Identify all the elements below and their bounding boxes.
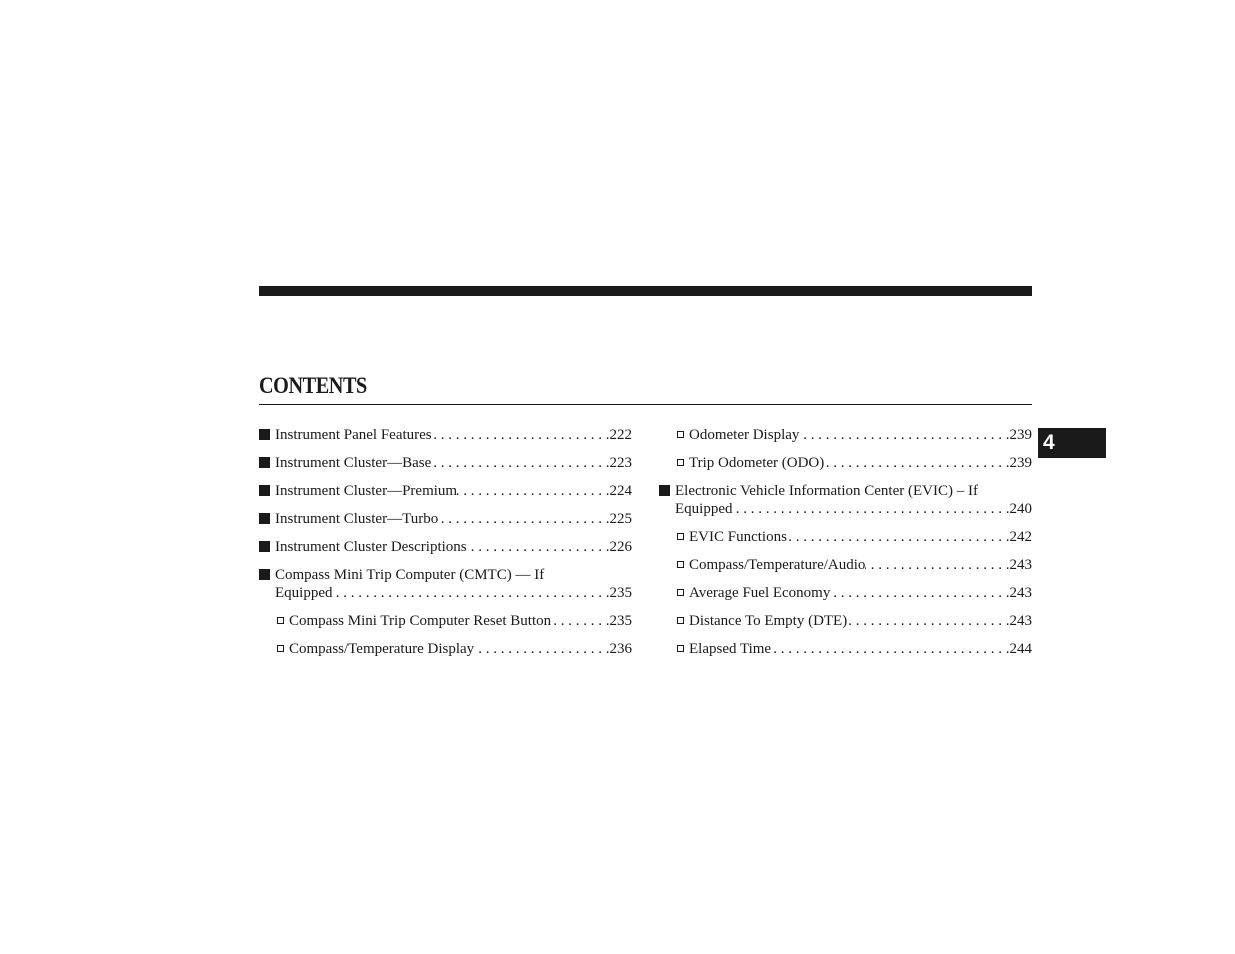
toc-entry[interactable] bbox=[259, 566, 632, 602]
toc-subentry[interactable] bbox=[659, 556, 1032, 574]
toc-page-number: 243 bbox=[1009, 613, 1032, 629]
title-rule bbox=[259, 404, 1032, 405]
hollow-square-bullet-icon bbox=[277, 612, 289, 630]
toc-subentry[interactable] bbox=[659, 426, 1032, 444]
hollow-square-bullet-icon bbox=[677, 528, 689, 546]
toc-entry-text: Electronic Vehicle Information Center (EVIC) – If bbox=[675, 483, 978, 499]
toc-subentry[interactable] bbox=[659, 612, 1032, 630]
hollow-square-bullet-icon bbox=[677, 556, 689, 574]
hollow-square-bullet-icon bbox=[677, 640, 689, 658]
toc-page-number: 242 bbox=[1009, 529, 1032, 545]
toc-entry[interactable] bbox=[259, 538, 632, 556]
toc-page-number: 226 bbox=[609, 539, 632, 555]
toc-entry-text: EVIC Functions bbox=[689, 529, 787, 545]
hollow-square-bullet-icon bbox=[677, 426, 689, 444]
hollow-square-bullet-icon bbox=[677, 454, 689, 472]
filled-square-bullet-icon bbox=[259, 426, 275, 444]
hollow-square-bullet-icon bbox=[277, 640, 289, 658]
dot-leader bbox=[551, 612, 609, 630]
toc-entry[interactable] bbox=[259, 454, 632, 472]
toc-entry-text: Trip Odometer (ODO) bbox=[689, 455, 825, 471]
dot-leader bbox=[431, 454, 609, 472]
dot-leader bbox=[865, 556, 1009, 574]
dot-leader bbox=[771, 640, 1009, 658]
dot-leader bbox=[799, 426, 1009, 444]
toc-entry-text-continued: Equipped bbox=[675, 501, 733, 517]
toc-entry[interactable] bbox=[259, 510, 632, 528]
filled-square-bullet-icon bbox=[659, 482, 675, 500]
toc-entry-text: Elapsed Time bbox=[689, 641, 772, 657]
toc-page-number: 243 bbox=[1009, 557, 1032, 573]
dot-leader bbox=[333, 584, 610, 602]
toc-subentry[interactable] bbox=[259, 640, 632, 658]
toc-page-number: 239 bbox=[1009, 427, 1032, 443]
toc-entry-text: Compass/Temperature/Audio bbox=[689, 557, 866, 573]
filled-square-bullet-icon bbox=[259, 510, 275, 528]
toc-page-number: 244 bbox=[1009, 641, 1032, 657]
dot-leader bbox=[847, 612, 1009, 630]
page-title: CONTENTS bbox=[259, 373, 367, 398]
filled-square-bullet-icon bbox=[259, 538, 275, 556]
filled-square-bullet-icon bbox=[259, 454, 275, 472]
toc-page-number: 240 bbox=[1009, 501, 1032, 517]
toc-subentry[interactable] bbox=[659, 640, 1032, 658]
dot-leader bbox=[457, 482, 609, 500]
toc-page-number: 243 bbox=[1009, 585, 1032, 601]
toc-entry-text: Instrument Cluster—Premium bbox=[275, 483, 458, 499]
toc-entry-text: Odometer Display bbox=[689, 427, 800, 443]
toc-entry-text: Instrument Panel Features bbox=[275, 427, 432, 443]
toc-entry-text: Compass Mini Trip Computer (CMTC) — If bbox=[275, 567, 545, 583]
toc-subentry[interactable] bbox=[659, 528, 1032, 546]
filled-square-bullet-icon bbox=[259, 566, 275, 584]
toc-entry-text: Compass Mini Trip Computer Reset Button bbox=[289, 613, 552, 629]
dot-leader bbox=[824, 454, 1009, 472]
toc-page-number: 225 bbox=[609, 511, 632, 527]
toc-page-number: 223 bbox=[609, 455, 632, 471]
toc-page-number: 239 bbox=[1009, 455, 1032, 471]
hollow-square-bullet-icon bbox=[677, 584, 689, 602]
toc-page-number: 235 bbox=[609, 613, 632, 629]
hollow-square-bullet-icon bbox=[677, 612, 689, 630]
dot-leader bbox=[432, 426, 610, 444]
toc-page-number: 222 bbox=[609, 427, 632, 443]
filled-square-bullet-icon bbox=[259, 482, 275, 500]
toc-entry-text: Average Fuel Economy bbox=[689, 585, 831, 601]
toc-page-number: 224 bbox=[609, 483, 632, 499]
toc-entry-text: Compass/Temperature Display bbox=[289, 641, 475, 657]
toc-entry-text: Instrument Cluster—Base bbox=[275, 455, 432, 471]
toc-page-number: 235 bbox=[609, 585, 632, 601]
toc-entry-text: Instrument Cluster Descriptions bbox=[275, 539, 467, 555]
dot-leader bbox=[787, 528, 1010, 546]
dot-leader bbox=[467, 538, 610, 556]
toc-subentry[interactable] bbox=[659, 584, 1032, 602]
top-rule bbox=[259, 286, 1032, 296]
dot-leader bbox=[474, 640, 609, 658]
toc-subentry[interactable] bbox=[659, 454, 1032, 472]
dot-leader bbox=[733, 500, 1010, 518]
toc-entry-text: Instrument Cluster—Turbo bbox=[275, 511, 439, 527]
dot-leader bbox=[438, 510, 609, 528]
toc-entry[interactable] bbox=[259, 482, 632, 500]
toc-entry[interactable] bbox=[259, 426, 632, 444]
chapter-tab: 4 bbox=[1038, 428, 1106, 458]
dot-leader bbox=[830, 584, 1009, 602]
toc-entry[interactable] bbox=[659, 482, 1032, 518]
toc-entry-text: Distance To Empty (DTE) bbox=[689, 613, 848, 629]
toc-page-number: 236 bbox=[609, 641, 632, 657]
toc-subentry[interactable] bbox=[259, 612, 632, 630]
toc-entry-text-continued: Equipped bbox=[275, 585, 333, 601]
